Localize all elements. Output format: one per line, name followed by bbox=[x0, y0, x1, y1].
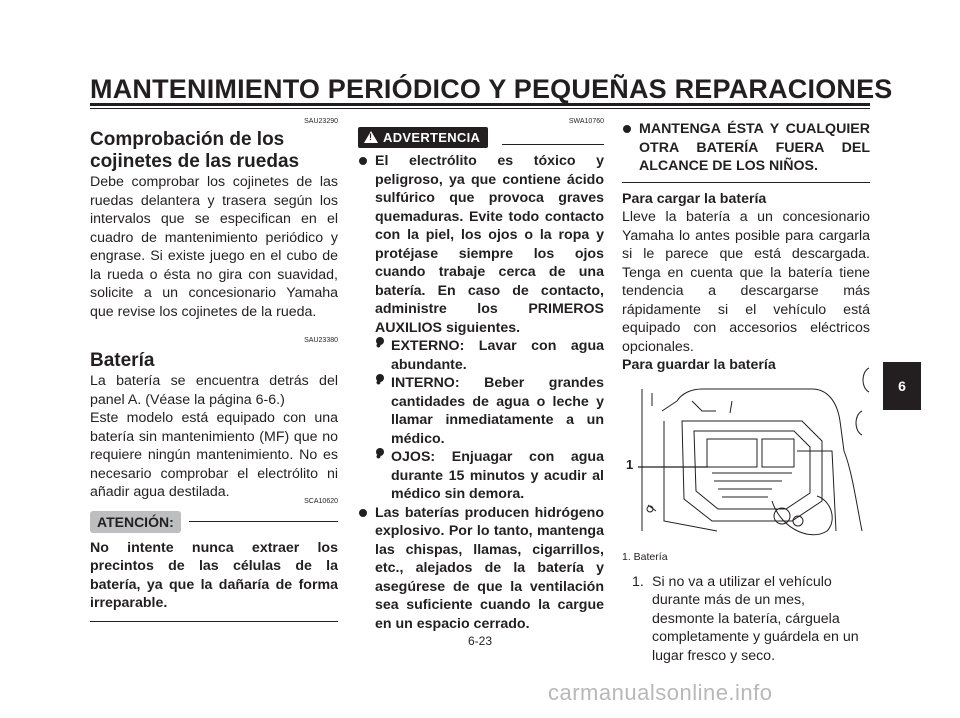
warning-list bbox=[358, 152, 604, 633]
list-item: 1. Si no va a utilizar el vehículo durante más de un mes, desmonte la batería, cárguela completamente y guárdela en un lugar fresco y seco. bbox=[632, 573, 859, 664]
header-rule bbox=[90, 103, 870, 106]
list-item: • INTERNO: Beber grandes cantidades de agua o leche y llamar inmediatamente a un médico. bbox=[358, 374, 604, 448]
warning-code: SWA10760 bbox=[568, 118, 604, 125]
first-aid-list bbox=[358, 337, 604, 504]
paragraph-battery-location: La batería se encuentra detrás del panel A. (Véase la página 6-6.) bbox=[90, 373, 338, 408]
section-title-battery: Batería bbox=[90, 350, 155, 371]
page-header-title: MANTENIMIENTO PERIÓDICO Y PEQUEÑAS REPARACIONES bbox=[90, 74, 893, 104]
warning-list-continued bbox=[622, 120, 870, 176]
battery-diagram bbox=[622, 381, 870, 549]
warning-header bbox=[358, 127, 604, 148]
list-item: Las baterías producen hidrógeno explosivo. Por lo tanto, mantenga las chispas, llamas, cigarrillos, etc., alejados de la batería y asegúrese de que la ventilación sea suficiente cuando la cargue en un espacio cerrado. bbox=[358, 504, 604, 634]
section-code: SAU23290 bbox=[304, 118, 338, 125]
paragraph-battery-mf: Este modelo está equipado con una batería sin mantenimiento (MF) que no requiere ningún mantenimiento. No es necesario comprobar el electrólito ni añadir agua destilada. bbox=[90, 410, 338, 500]
storage-steps bbox=[622, 573, 870, 666]
list-item: El electrólito es tóxico y peligroso, ya que contiene ácido sulfúrico que provoca graves quemaduras. Evite todo contacto con la piel, los ojos o la ropa y protéjase siempre los ojos cuando trabaje cerca de una batería. En caso de contacto, administre los PRIMEROS AUXILIOS siguientes. • EXTERNO: Lavar con agua abundante. • INTERNO: Beber grandes cantidades de agua o leche y llamar inmediatamente a un médico. • OJOS: Enjuagar con agua durante 15 minutos y acudir al médico sin demora. bbox=[358, 152, 604, 504]
callout-number: 1 bbox=[626, 456, 634, 472]
list-item: • OJOS: Enjuagar con agua durante 15 minutos y acudir al médico sin demora. bbox=[358, 448, 604, 504]
chapter-tab[interactable]: 6 bbox=[883, 362, 921, 410]
header-rule-thin bbox=[90, 108, 870, 109]
warning-end-rule bbox=[622, 182, 870, 183]
watermark: carmanualsonline.info bbox=[548, 680, 773, 705]
warning-badge: ! ADVERTENCIA bbox=[358, 127, 488, 148]
subtitle-charging: Para cargar la batería bbox=[622, 190, 767, 207]
warning-triangle-icon: ! bbox=[364, 131, 378, 143]
battery-illustration bbox=[622, 381, 870, 549]
column-left bbox=[90, 118, 338, 622]
column-right bbox=[622, 120, 870, 665]
warning-rule bbox=[502, 144, 604, 145]
caution-code: SCA10620 bbox=[304, 497, 338, 505]
caution-rule bbox=[189, 521, 338, 522]
page-number: 6-23 bbox=[467, 634, 493, 648]
subtitle-storing: Para guardar la batería bbox=[622, 357, 776, 373]
list-item: MANTENGA ÉSTA Y CUALQUIER OTRA BATERÍA FUERA DEL ALCANCE DE LOS NIÑOS. bbox=[622, 120, 870, 176]
caution-header bbox=[90, 511, 338, 533]
edge-mark bbox=[855, 366, 875, 396]
caution-badge: ATENCIÓN: bbox=[90, 511, 181, 533]
paragraph-wheel-bearings: Debe comprobar los cojinetes de las ruedas delantera y trasera según los intervalos que se especifican en el cuadro de mantenimiento periódico y engrase. Si existe juego en el cubo de la rueda o ésta no gira con suavidad, solicite a un concesionario Yamaha que revise los cojinetes de la rueda. bbox=[90, 174, 338, 320]
section-title-wheel-bearings: Comprobación de los cojinetes de las ruedas bbox=[90, 129, 300, 172]
caution-text: No intente nunca extraer los precintos de las células de la batería, ya que la dañaría de forma irreparable. bbox=[90, 539, 338, 611]
list-item: • EXTERNO: Lavar con agua abundante. bbox=[358, 337, 604, 374]
paragraph-charging: Lleve la batería a un concesionario Yamaha lo antes posible para cargarla si le parece que está descargada. Tenga en cuenta que la batería tiene tendencia a descargarse más rápidamente si el vehículo está equipado con accesorios eléctricos opcionales. bbox=[622, 209, 870, 355]
figure-caption: 1. Batería bbox=[622, 550, 668, 563]
caution-end-rule bbox=[90, 621, 338, 622]
column-middle bbox=[358, 118, 604, 633]
section-code: SAU23380 bbox=[304, 337, 338, 344]
